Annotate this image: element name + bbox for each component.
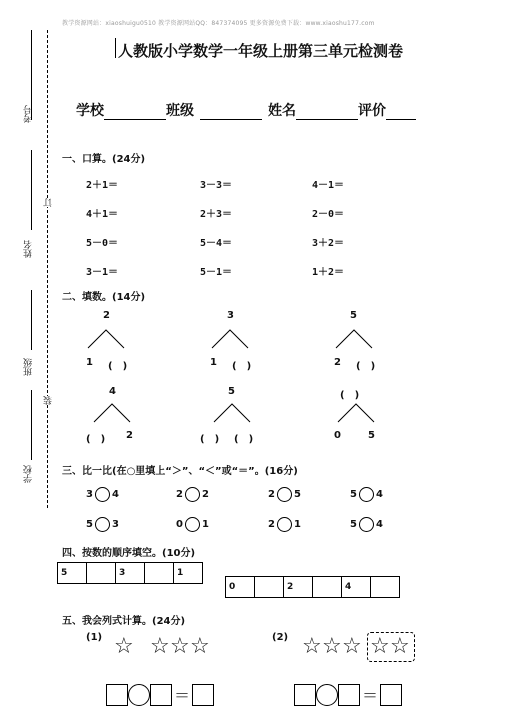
section-3-heading: 三、比一比(在○里填上“＞”、“＜”或“＝”。(16分) [62,466,298,477]
calc-problem: 5－1＝ [200,267,233,278]
calc-problem: 3－1＝ [86,267,119,278]
answer-box[interactable] [380,684,402,706]
sequence-cell: 3 [116,563,145,584]
calc-problem: 1＋2＝ [312,267,345,278]
answer-box[interactable] [192,684,214,706]
calc-problem: 3－3＝ [200,180,233,191]
compare-circle[interactable] [359,517,374,532]
calc-problem: 2＋1＝ [86,180,119,191]
star-icon: ☆ [390,634,410,659]
split-left: 1 [210,357,217,368]
problem-1-label: (1) [86,632,103,643]
margin-label-kaohao: 考号 [24,105,34,123]
compare-item: 0 1 [176,519,209,530]
class-label: 班级 [166,103,194,119]
margin-label-school: 学校 [24,465,34,483]
compare-item: 3 4 [86,489,119,500]
star-icon: ☆ [150,634,170,659]
compare-circle[interactable] [277,517,292,532]
equals-sign: ＝ [362,686,379,705]
number-sequence-1 [57,562,203,584]
star-icon: ☆ [190,634,210,659]
compare-circle[interactable] [95,517,110,532]
compare-circle[interactable] [359,487,374,502]
split-blank[interactable]: ( ) [232,361,252,372]
sequence-blank[interactable] [87,563,116,584]
operator-circle[interactable] [316,684,338,706]
calc-problem: 3＋2＝ [312,238,345,249]
star-icon: ☆ [342,634,362,659]
split-blank[interactable]: ( ) [86,434,106,445]
split-top: 5 [350,310,357,321]
equals-sign: ＝ [174,686,191,705]
score-label: 评价 [358,103,386,119]
split-right: 5 [368,430,375,441]
sequence-blank[interactable] [313,577,342,598]
sequence-cell: 2 [284,577,313,598]
split-blank[interactable]: ( ) [340,390,360,401]
compare-circle[interactable] [185,487,200,502]
star-icon: ☆ [170,634,190,659]
sequence-blank[interactable] [255,577,284,598]
page-title: 人教版小学数学一年级上册第三单元检测卷 [118,42,404,60]
calc-problem: 5－4＝ [200,238,233,249]
sequence-cell: 1 [174,563,203,584]
star-icon: ☆ [370,634,390,659]
page-header: 教学资源网站：xiaoshuigu0510 教学资源网站QQ：847374095 更多资源免费下载：www.xiaoshu177.com [62,20,375,27]
problem-2-label: (2) [272,632,289,643]
name-label: 姓名 [268,103,296,119]
split-top: 4 [109,386,116,397]
split-blank[interactable]: ( ) [200,434,220,445]
star-icon: ☆ [114,634,134,659]
sequence-cell: 5 [58,563,87,584]
compare-item: 2 1 [268,519,301,530]
margin-label-ding: 订 [44,198,54,207]
section-2-heading: 二、填数。(14分) [62,292,146,303]
compare-item: 5 4 [350,519,383,530]
split-blank[interactable]: ( ) [356,361,376,372]
answer-box[interactable] [294,684,316,706]
calc-problem: 5－0＝ [86,238,119,249]
split-blank[interactable]: ( ) [234,434,254,445]
school-label: 学校 [76,103,104,119]
answer-box[interactable] [338,684,360,706]
sequence-blank[interactable] [145,563,174,584]
compare-item: 5 4 [350,489,383,500]
calc-problem: 4＋1＝ [86,209,119,220]
compare-circle[interactable] [185,517,200,532]
calc-problem: 2＋3＝ [200,209,233,220]
split-top: 3 [227,310,234,321]
section-4-heading: 四、按数的顺序填空。(10分) [62,548,196,559]
split-blank[interactable]: ( ) [108,361,128,372]
split-left: 1 [86,357,93,368]
answer-box[interactable] [150,684,172,706]
compare-item: 2 5 [268,489,301,500]
section-1-heading: 一、口算。(24分) [62,154,146,165]
split-left: 0 [334,430,341,441]
margin-label-zhuang: 装 [44,396,54,405]
margin-label-class: 班级 [24,358,34,376]
calc-problem: 4－1＝ [312,180,345,191]
section-5-heading: 五、我会列式计算。(24分) [62,616,186,627]
sequence-cell: 4 [342,577,371,598]
compare-item: 2 2 [176,489,209,500]
split-left: 2 [334,357,341,368]
split-right: 2 [126,430,133,441]
star-icon: ☆ [322,634,342,659]
sequence-cell: 0 [226,577,255,598]
split-top: 2 [103,310,110,321]
equation-row-2 [294,683,402,706]
operator-circle[interactable] [128,684,150,706]
answer-box[interactable] [106,684,128,706]
margin-label-name: 姓名 [24,240,34,258]
compare-circle[interactable] [277,487,292,502]
number-sequence-2 [225,576,400,598]
calc-problem: 2－0＝ [312,209,345,220]
compare-circle[interactable] [95,487,110,502]
equation-row-1 [106,683,214,706]
compare-item: 5 3 [86,519,119,530]
sequence-blank[interactable] [371,577,400,598]
split-top: 5 [228,386,235,397]
star-icon: ☆ [302,634,322,659]
